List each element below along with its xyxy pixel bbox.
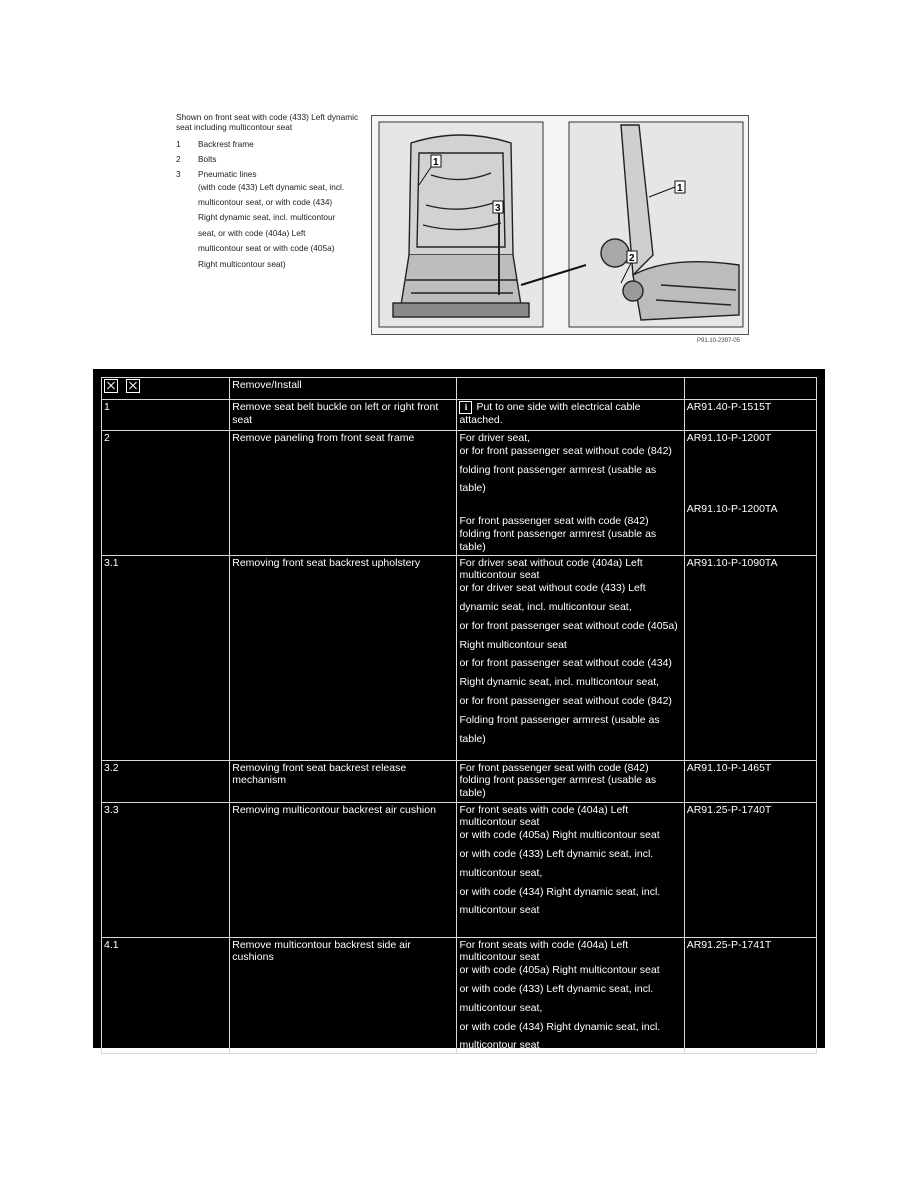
note-line: For front passenger seat with code (842) folding front passenger armrest (usable as table) — [459, 761, 657, 800]
note-line: or with code (405a) Right multicontour seat — [459, 829, 660, 842]
callout-label: 3 — [495, 203, 501, 214]
reference-link[interactable]: AR91.40-P-1515T — [686, 401, 772, 413]
info-icon: i — [459, 401, 472, 414]
reference-link[interactable]: AR91.25-P-1740T — [686, 803, 772, 816]
table-row — [102, 937, 817, 1054]
step-reference — [684, 937, 816, 1054]
note-line: or with code (434) Right dynamic seat, incl. — [459, 885, 661, 898]
legend-sub-text — [198, 180, 366, 272]
reference-link[interactable]: AR91.10-P-1200T — [686, 432, 772, 444]
legend-text: Bolts — [198, 154, 217, 165]
legend-number: 1 — [176, 138, 181, 149]
header-cell — [684, 378, 816, 400]
legend-text: Pneumatic lines — [198, 169, 257, 180]
callout-label: 1 — [677, 183, 683, 194]
figure-caption: P91.10-2397-05 — [697, 338, 741, 344]
note-line: table) — [459, 482, 486, 495]
header-cell: Remove/Install — [230, 378, 457, 400]
legend-sub-line: Right dynamic seat, incl. multicontour — [198, 212, 336, 223]
step-reference — [684, 802, 816, 937]
table-row — [102, 802, 817, 937]
note-line: or for front passenger seat without code (434) — [459, 657, 672, 670]
seat-illustration — [371, 115, 749, 335]
note-line: or for front passenger seat without code (842) — [459, 444, 672, 457]
step-number: 3.1 — [102, 555, 230, 760]
step-action: Removing front seat backrest upholstery — [230, 555, 457, 760]
reference-link[interactable]: AR91.10-P-1465T — [686, 761, 772, 774]
expand-icon[interactable] — [104, 379, 118, 393]
note-line: folding front passenger armrest (usable as — [459, 463, 657, 476]
table-header-row — [102, 378, 817, 400]
table-row — [102, 760, 817, 802]
note-line: For front seats with code (404a) Left multicontour seat — [459, 938, 629, 964]
note-line: multicontour seat, — [459, 1001, 543, 1014]
legend-number: 2 — [176, 154, 181, 165]
legend-sub-line: multicontour seat, or with code (434) — [198, 197, 333, 208]
legend-sub-line: multicontour seat or with code (405a) — [198, 243, 335, 254]
note-line: or with code (433) Left dynamic seat, incl. — [459, 847, 654, 860]
note-line: For driver seat, — [459, 432, 531, 444]
step-reference — [684, 400, 816, 431]
note-line: multicontour seat, — [459, 866, 543, 879]
legend-item — [176, 169, 366, 179]
step-notes — [457, 400, 684, 431]
step-reference — [684, 760, 816, 802]
note-line: or for front passenger seat without code (842) — [459, 694, 672, 707]
step-notes — [457, 760, 684, 802]
legend-text: Backrest frame — [198, 138, 254, 149]
table-row — [102, 400, 817, 431]
note-line: or with code (434) Right dynamic seat, incl. — [459, 1020, 661, 1033]
note-line: For driver seat without code (404a) Left multicontour seat — [459, 556, 643, 582]
table-row — [102, 431, 817, 556]
note-line: multicontour seat — [459, 1039, 540, 1052]
note-line: Right multicontour seat — [459, 638, 567, 651]
figure-legend — [176, 112, 366, 272]
legend-item — [176, 139, 366, 149]
reference-link[interactable]: AR91.10-P-1090TA — [686, 556, 778, 569]
note-line: dynamic seat, incl. multicontour seat, — [459, 600, 632, 613]
note-line: For front seats with code (404a) Left multicontour seat — [459, 803, 629, 829]
callout-label: 2 — [629, 253, 635, 264]
reference-link[interactable]: AR91.25-P-1741T — [686, 938, 772, 951]
step-notes — [457, 802, 684, 937]
step-number: 1 — [102, 400, 230, 431]
note-line: or with code (405a) Right multicontour seat — [459, 964, 660, 977]
step-action: Removing front seat backrest release mechanism — [230, 760, 457, 802]
step-number: 3.3 — [102, 802, 230, 937]
legend-sub-line: Right multicontour seat) — [198, 258, 286, 269]
legend-sub-line: (with code (433) Left dynamic seat, incl. — [198, 181, 345, 192]
step-notes — [457, 431, 684, 556]
legend-intro: Shown on front seat with code (433) Left dynamic seat including multicontour seat — [176, 112, 359, 133]
step-number: 2 — [102, 431, 230, 556]
note-line: or with code (433) Left dynamic seat, incl. — [459, 982, 654, 995]
note-line: Right dynamic seat, incl. multicontour seat, — [459, 676, 660, 689]
step-number: 3.2 — [102, 760, 230, 802]
note-line: Folding front passenger armrest (usable as — [459, 713, 660, 726]
note-line: Put to one side with electrical cable attached. — [459, 401, 641, 426]
note-line: or for front passenger seat without code (405a) — [459, 619, 678, 632]
note-line: or for driver seat without code (433) Left — [459, 582, 646, 595]
step-action: Removing multicontour backrest air cushion — [230, 802, 457, 937]
step-action: Remove multicontour backrest side air cushions — [230, 937, 457, 1054]
legend-number: 3 — [176, 169, 181, 180]
collapse-icon[interactable] — [126, 379, 140, 393]
procedure-table-panel — [93, 369, 825, 1052]
note-line: For front passenger seat with code (842) folding front passenger armrest (usable as table) — [459, 515, 657, 553]
note-line: multicontour seat — [459, 904, 540, 917]
procedure-table — [101, 377, 817, 1054]
table-row — [102, 555, 817, 760]
reference-link[interactable]: AR91.10-P-1200TA — [686, 502, 778, 515]
note-line: table) — [459, 732, 486, 745]
step-notes — [457, 555, 684, 760]
step-number: 4.1 — [102, 937, 230, 1054]
header-icons-cell — [102, 378, 230, 400]
step-action: Remove seat belt buckle on left or right front seat — [230, 400, 457, 431]
header-cell — [457, 378, 684, 400]
step-reference — [684, 431, 816, 556]
step-reference — [684, 555, 816, 760]
legend-sub-line: seat, or with code (404a) Left — [198, 227, 306, 238]
legend-item — [176, 154, 366, 164]
step-notes — [457, 937, 684, 1054]
callout-label: 1 — [433, 157, 439, 168]
step-action: Remove paneling from front seat frame — [230, 431, 457, 556]
